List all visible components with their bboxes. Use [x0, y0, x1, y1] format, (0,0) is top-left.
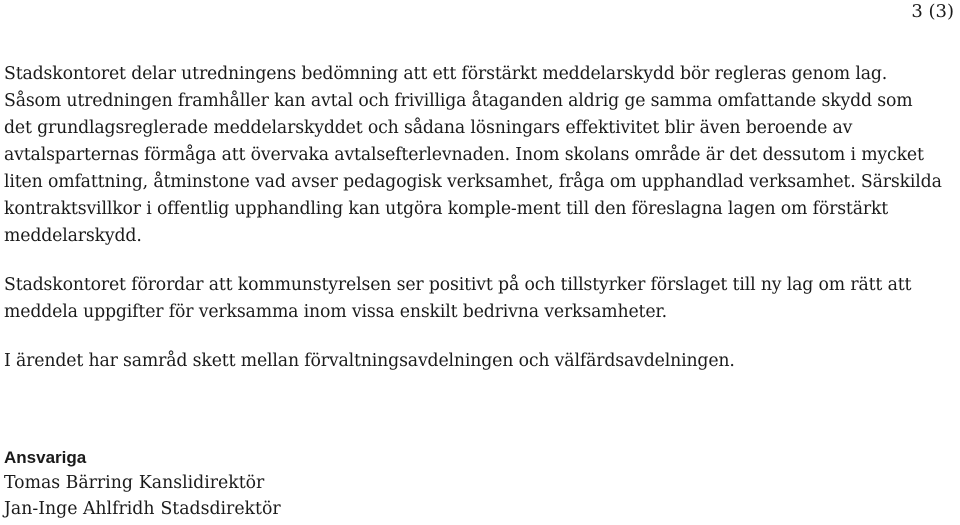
signatory-title: Stadsdirektör	[160, 499, 281, 519]
paragraph-recommendation: Stadskontoret förordar att kommunstyrelsen ser positivt på och tillstyrker förslaget till ny lag om rätt att meddela uppgifter för verksamma inom vissa enskilt bedrivna verksamheter.	[4, 275, 912, 322]
signatory-name: Jan-Inge Ahlfridh	[4, 499, 155, 519]
signatory-row	[4, 470, 281, 496]
page-number: 3 (3)	[911, 1, 954, 22]
paragraph-consultation: I ärendet har samråd skett mellan förvaltningsavdelningen och välfärdsavdelningen.	[4, 351, 735, 371]
signature-block	[4, 446, 281, 522]
signatory-name: Tomas Bärring	[4, 473, 133, 493]
document-body	[4, 61, 944, 375]
paragraph-assessment: Stadskontoret delar utredningens bedömning att ett förstärkt meddelarskydd bör regleras genom lag. Såsom utredningen framhåller kan avtal och frivilliga åtaganden aldrig ge samma omfattande skydd som det grundlagsreglerade meddelarskyddet och sådana lösningars effektivitet blir även beroende av avtalsparternas förmåga att övervaka avtalsefterlevnaden. Inom skolans område är det dessutom i mycket liten omfattning, åtminstone vad avser pedagogisk verksamhet, fråga om upphandlad verksamhet. Särskilda kontraktsvillkor i offentlig upphandling kan utgöra komple-ment till den föreslagna lagen om förstärkt meddelarskydd.	[4, 64, 942, 246]
signatory-title: Kanslidirektör	[138, 473, 265, 493]
signatory-row	[4, 496, 281, 522]
signature-heading: Ansvariga	[4, 448, 87, 467]
